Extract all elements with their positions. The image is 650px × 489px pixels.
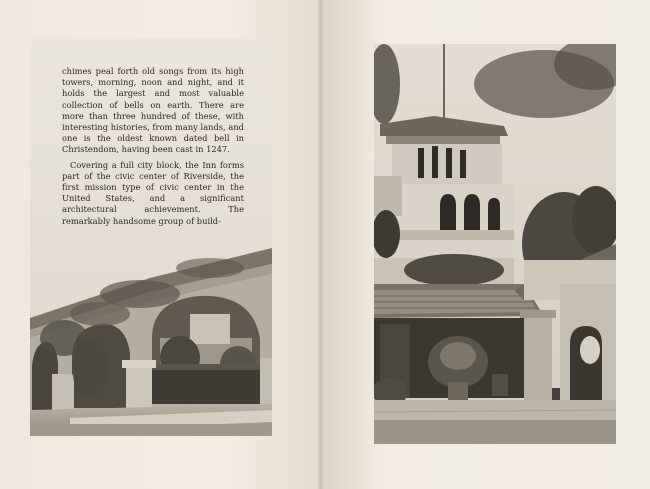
bell-tower-courtyard-photo xyxy=(374,44,616,444)
body-text xyxy=(62,66,244,227)
left-plate xyxy=(30,38,272,436)
paragraph-civic-center: Covering a full city block, the Inn forms part of the civic center of Riverside, the first mission type of civic center in the United States, and a significant architectural achievement. The remarkably handsome group of build- xyxy=(62,159,244,226)
paragraph-bells: chimes peal forth old songs from its high towers, morning, noon and night, and it holds the largest and most valuable collection of bells on earth. There are more than three hundred of these, with interesting histories, from many lands, and one is the oldest known dated bell in Christendom, having been cast in 1247. xyxy=(62,66,244,155)
book-gutter xyxy=(318,0,324,489)
